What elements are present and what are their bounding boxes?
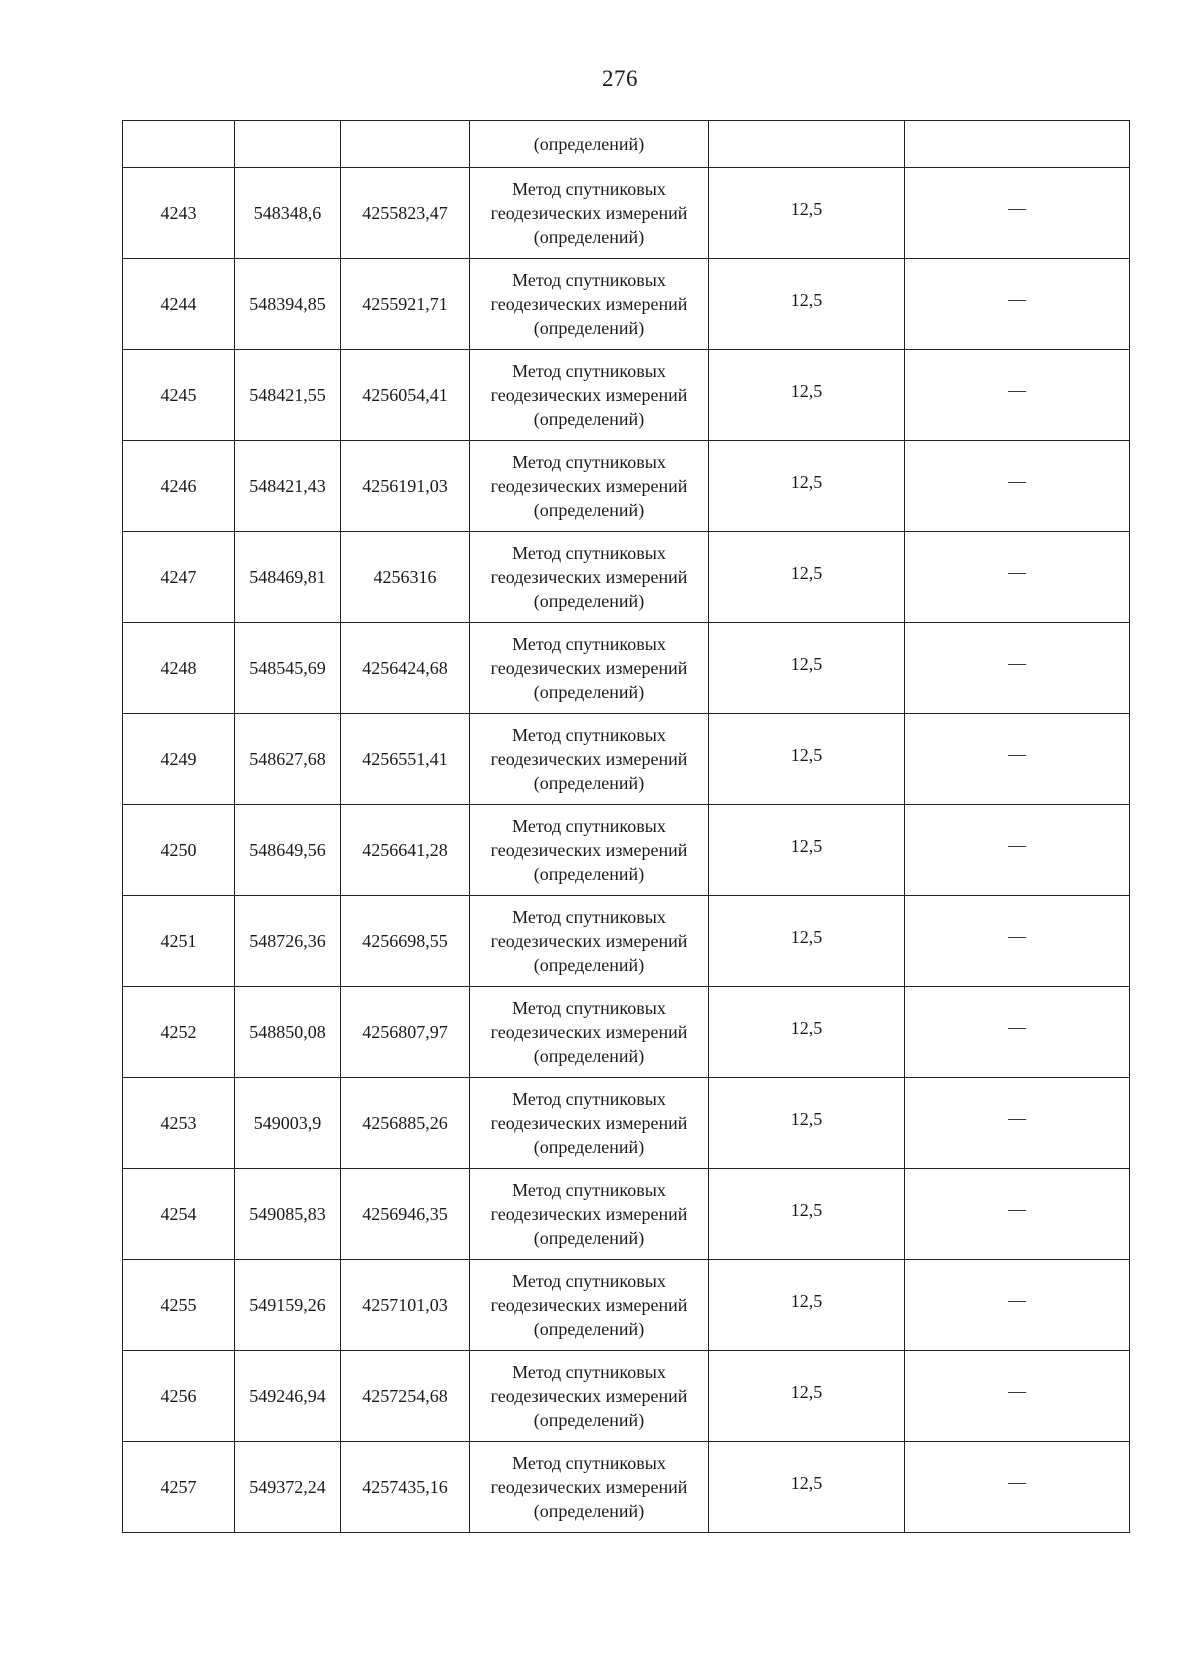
method-line: Метод спутниковых — [512, 634, 666, 654]
note-dash: — — [1008, 289, 1026, 309]
method-line: Метод спутниковых — [512, 452, 666, 472]
cell-y — [341, 121, 470, 168]
cell-x: 549159,26 — [235, 1260, 341, 1351]
cell-x: 549003,9 — [235, 1078, 341, 1169]
cell-y: 4256641,28 — [341, 805, 470, 896]
cell-y: 4256946,35 — [341, 1169, 470, 1260]
accuracy-value: 12,5 — [790, 836, 823, 856]
cell-accuracy — [709, 1442, 905, 1533]
table-row — [123, 441, 1130, 532]
cell-y: 4256551,41 — [341, 714, 470, 805]
cell-note — [905, 350, 1130, 441]
accuracy-value: 12,5 — [790, 563, 823, 583]
cell-note — [905, 1078, 1130, 1169]
method-line: (определений) — [533, 955, 645, 975]
cell-point: 4247 — [123, 532, 235, 623]
cell-accuracy — [709, 532, 905, 623]
cell-y: 4256807,97 — [341, 987, 470, 1078]
accuracy-value: 12,5 — [790, 1109, 823, 1129]
method-line: (определений) — [533, 864, 645, 884]
method-line: Метод спутниковых — [512, 1453, 666, 1473]
cell-method — [470, 987, 709, 1078]
method-line: (определений) — [533, 409, 645, 429]
method-line: Метод спутниковых — [512, 998, 666, 1018]
table-row — [123, 1169, 1130, 1260]
cell-point: 4250 — [123, 805, 235, 896]
method-line: Метод спутниковых — [512, 1089, 666, 1109]
note-dash: — — [1008, 1108, 1026, 1128]
cell-x: 549372,24 — [235, 1442, 341, 1533]
method-line: Метод спутниковых — [512, 179, 666, 199]
cell-note — [905, 987, 1130, 1078]
note-dash: — — [1008, 471, 1026, 491]
cell-x: 549085,83 — [235, 1169, 341, 1260]
table-row — [123, 805, 1130, 896]
method-line: (определений) — [533, 500, 645, 520]
cell-accuracy — [709, 259, 905, 350]
cell-note — [905, 1442, 1130, 1533]
cell-accuracy — [709, 168, 905, 259]
cell-note — [905, 259, 1130, 350]
cell-point — [123, 121, 235, 168]
cell-accuracy — [709, 350, 905, 441]
cell-method — [470, 1078, 709, 1169]
method-line: (определений) — [533, 227, 645, 247]
method-line: геодезических измерений — [490, 203, 688, 223]
table-row — [123, 532, 1130, 623]
table-row — [123, 350, 1130, 441]
cell-y: 4256885,26 — [341, 1078, 470, 1169]
accuracy-value: 12,5 — [790, 1473, 823, 1493]
table-row — [123, 259, 1130, 350]
cell-x: 548421,43 — [235, 441, 341, 532]
accuracy-value: 12,5 — [790, 290, 823, 310]
accuracy-value: 12,5 — [790, 1200, 823, 1220]
cell-y: 4256316 — [341, 532, 470, 623]
table-row — [123, 1351, 1130, 1442]
cell-note — [905, 532, 1130, 623]
cell-note — [905, 121, 1130, 168]
cell-note — [905, 168, 1130, 259]
cell-x: 548394,85 — [235, 259, 341, 350]
cell-method — [470, 532, 709, 623]
accuracy-value: 12,5 — [790, 927, 823, 947]
cell-point: 4251 — [123, 896, 235, 987]
cell-y: 4255823,47 — [341, 168, 470, 259]
cell-note — [905, 1169, 1130, 1260]
table-row — [123, 987, 1130, 1078]
continuation-row — [123, 121, 1130, 168]
cell-point: 4254 — [123, 1169, 235, 1260]
cell-method — [470, 714, 709, 805]
cell-method — [470, 441, 709, 532]
cell-point: 4252 — [123, 987, 235, 1078]
cell-method — [470, 168, 709, 259]
table-row — [123, 714, 1130, 805]
cell-y: 4257101,03 — [341, 1260, 470, 1351]
cell-method — [470, 259, 709, 350]
cell-note — [905, 623, 1130, 714]
method-line: Метод спутниковых — [512, 907, 666, 927]
method-line: (определений) — [533, 1410, 645, 1430]
method-line: геодезических измерений — [490, 476, 688, 496]
method-line: геодезических измерений — [490, 294, 688, 314]
cell-note — [905, 441, 1130, 532]
cell-method — [470, 1169, 709, 1260]
coordinates-table — [122, 120, 1130, 1533]
cell-note — [905, 805, 1130, 896]
method-line: геодезических измерений — [490, 385, 688, 405]
accuracy-value: 12,5 — [790, 381, 823, 401]
method-line: (определений) — [533, 1501, 645, 1521]
cell-accuracy — [709, 805, 905, 896]
cell-accuracy — [709, 623, 905, 714]
cell-method: (определений) — [470, 121, 709, 168]
note-dash: — — [1008, 835, 1026, 855]
cell-accuracy — [709, 1169, 905, 1260]
cell-accuracy — [709, 1078, 905, 1169]
accuracy-value: 12,5 — [790, 1291, 823, 1311]
accuracy-value: 12,5 — [790, 472, 823, 492]
cell-y: 4257254,68 — [341, 1351, 470, 1442]
cell-x: 548649,56 — [235, 805, 341, 896]
method-line: Метод спутниковых — [512, 361, 666, 381]
note-dash: — — [1008, 926, 1026, 946]
cell-point: 4249 — [123, 714, 235, 805]
cell-point: 4253 — [123, 1078, 235, 1169]
cell-y: 4255921,71 — [341, 259, 470, 350]
method-line: геодезических измерений — [490, 1204, 688, 1224]
cell-point: 4243 — [123, 168, 235, 259]
cell-point: 4244 — [123, 259, 235, 350]
method-line: Метод спутниковых — [512, 725, 666, 745]
method-line: геодезических измерений — [490, 1295, 688, 1315]
note-dash: — — [1008, 1017, 1026, 1037]
cell-note — [905, 1260, 1130, 1351]
method-line: (определений) — [533, 773, 645, 793]
table-row — [123, 168, 1130, 259]
cell-x — [235, 121, 341, 168]
method-line: (определений) — [533, 682, 645, 702]
cell-accuracy — [709, 1351, 905, 1442]
cell-method — [470, 805, 709, 896]
cell-method — [470, 1442, 709, 1533]
cell-x: 548469,81 — [235, 532, 341, 623]
cell-x: 549246,94 — [235, 1351, 341, 1442]
method-line: (определений) — [533, 1137, 645, 1157]
accuracy-value: 12,5 — [790, 199, 823, 219]
table-row — [123, 1442, 1130, 1533]
cell-point: 4248 — [123, 623, 235, 714]
note-dash: — — [1008, 562, 1026, 582]
cell-accuracy — [709, 987, 905, 1078]
note-dash: — — [1008, 1290, 1026, 1310]
cell-point: 4246 — [123, 441, 235, 532]
cell-x: 548545,69 — [235, 623, 341, 714]
cell-note — [905, 1351, 1130, 1442]
method-line: Метод спутниковых — [512, 270, 666, 290]
method-line: Метод спутниковых — [512, 1362, 666, 1382]
method-line: геодезических измерений — [490, 1386, 688, 1406]
cell-accuracy — [709, 1260, 905, 1351]
table-row — [123, 1078, 1130, 1169]
accuracy-value: 12,5 — [790, 654, 823, 674]
cell-method — [470, 1351, 709, 1442]
cell-point: 4255 — [123, 1260, 235, 1351]
method-line: геодезических измерений — [490, 1113, 688, 1133]
method-line: (определений) — [533, 1046, 645, 1066]
cell-x: 548627,68 — [235, 714, 341, 805]
method-line: Метод спутниковых — [512, 1271, 666, 1291]
method-line: Метод спутниковых — [512, 543, 666, 563]
note-dash: — — [1008, 744, 1026, 764]
cell-y: 4257435,16 — [341, 1442, 470, 1533]
method-line: геодезических измерений — [490, 1477, 688, 1497]
cell-note — [905, 714, 1130, 805]
cell-y: 4256054,41 — [341, 350, 470, 441]
method-line: (определений) — [533, 591, 645, 611]
note-dash: — — [1008, 1472, 1026, 1492]
cell-accuracy — [709, 121, 905, 168]
note-dash: — — [1008, 1199, 1026, 1219]
cell-method — [470, 623, 709, 714]
method-line: геодезических измерений — [490, 840, 688, 860]
cell-point: 4245 — [123, 350, 235, 441]
method-line: геодезических измерений — [490, 1022, 688, 1042]
table-row — [123, 1260, 1130, 1351]
method-line: геодезических измерений — [490, 749, 688, 769]
cell-method — [470, 350, 709, 441]
page-number: 276 — [602, 66, 638, 91]
cell-accuracy — [709, 896, 905, 987]
accuracy-value: 12,5 — [790, 745, 823, 765]
method-line: геодезических измерений — [490, 567, 688, 587]
method-line: геодезических измерений — [490, 658, 688, 678]
method-line: геодезических измерений — [490, 931, 688, 951]
method-line: (определений) — [533, 1228, 645, 1248]
cell-method — [470, 896, 709, 987]
accuracy-value: 12,5 — [790, 1382, 823, 1402]
cell-point: 4256 — [123, 1351, 235, 1442]
note-dash: — — [1008, 1381, 1026, 1401]
cell-y: 4256191,03 — [341, 441, 470, 532]
cell-point: 4257 — [123, 1442, 235, 1533]
method-line: (определений) — [533, 1319, 645, 1339]
table-row — [123, 896, 1130, 987]
method-line: Метод спутниковых — [512, 1180, 666, 1200]
cell-y: 4256698,55 — [341, 896, 470, 987]
note-dash: — — [1008, 653, 1026, 673]
method-line: Метод спутниковых — [512, 816, 666, 836]
cell-x: 548421,55 — [235, 350, 341, 441]
cell-method — [470, 1260, 709, 1351]
note-dash: — — [1008, 198, 1026, 218]
cell-x: 548726,36 — [235, 896, 341, 987]
method-line: (определений) — [533, 318, 645, 338]
cell-accuracy — [709, 441, 905, 532]
cell-note — [905, 896, 1130, 987]
accuracy-value: 12,5 — [790, 1018, 823, 1038]
cell-x: 548850,08 — [235, 987, 341, 1078]
cell-y: 4256424,68 — [341, 623, 470, 714]
cell-x: 548348,6 — [235, 168, 341, 259]
cell-accuracy — [709, 714, 905, 805]
note-dash: — — [1008, 380, 1026, 400]
table-row — [123, 623, 1130, 714]
